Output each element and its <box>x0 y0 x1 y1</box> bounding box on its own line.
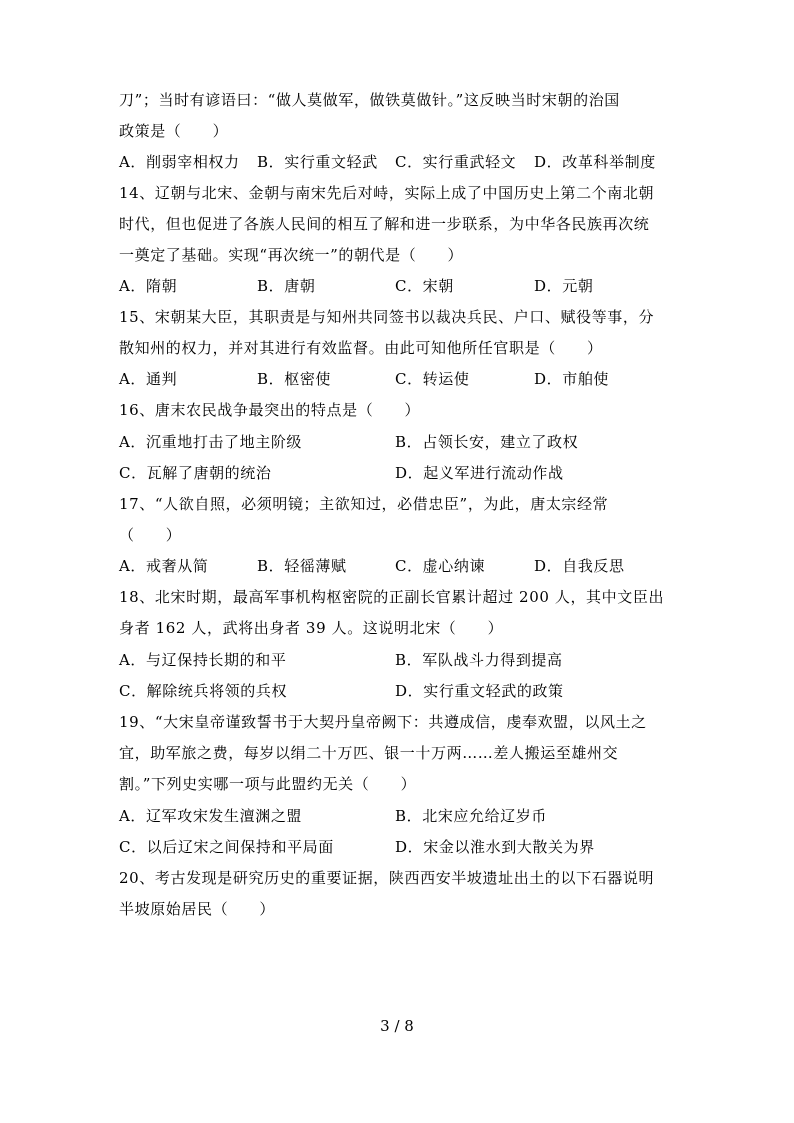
q14-option-c: C．宋朝 <box>395 277 454 295</box>
q14-option-a: A．隋朝 <box>119 277 178 295</box>
q17-option-a: A．戒奢从简 <box>119 557 209 575</box>
q17-line-2: （ ） <box>119 526 182 544</box>
q15-line-2: 散知州的权力，并对其进行有效监督。由此可知他所任官职是（ ） <box>119 339 603 357</box>
q20-line-1: 20、考古发现是研究历史的重要证据，陕西西安半坡遗址出土的以下石器说明 <box>119 869 655 887</box>
q17-options <box>119 555 679 577</box>
q14-line-1: 14、辽朝与北宋、金朝与南宋先后对峙，实际上成了中国历史上第二个南北朝 <box>119 184 655 202</box>
q18-option-c: C．解除统兵将领的兵权 <box>119 682 288 700</box>
q17-option-c: C．虚心纳谏 <box>395 557 486 575</box>
q13-option-b: B．实行重文轻武 <box>257 153 378 171</box>
q19-line-3: 割。”下列史实哪一项与此盟约无关（ ） <box>119 775 417 793</box>
q15-option-c: C．转运使 <box>395 370 470 388</box>
q19-option-d: D．宋金以淮水到大散关为界 <box>395 838 595 856</box>
q16-option-d: D．起义军进行流动作战 <box>395 464 564 482</box>
q19-options-row-2 <box>119 836 679 858</box>
q19-option-c: C．以后辽宋之间保持和平局面 <box>119 838 334 856</box>
q15-option-b: B．枢密使 <box>257 370 332 388</box>
q14-line-2: 时代，但也促进了各族人民间的相互了解和进一步联系，为中华各民族再次统 <box>119 215 650 233</box>
q18-option-a: A．与辽保持长期的和平 <box>119 651 287 669</box>
q19-option-a: A．辽军攻宋发生澶渊之盟 <box>119 807 303 825</box>
q16-options-row-1 <box>119 431 679 453</box>
q15-option-d: D．市舶使 <box>534 370 610 388</box>
q18-options-row-1 <box>119 649 679 671</box>
q18-line-1: 18、北宋时期，最高军事机构枢密院的正副长官累计超过 200 人，其中文臣出 <box>119 588 665 606</box>
q18-option-b: B．军队战斗力得到提高 <box>395 651 563 669</box>
q19-line-1: 19、“大宋皇帝谨致誓书于大契丹皇帝阙下：共遵成信，虔奉欢盟，以风土之 <box>119 713 647 731</box>
q18-line-2: 身者 162 人，武将出身者 39 人。这说明北宋（ ） <box>119 619 504 637</box>
q14-line-3: 一奠定了基础。实现“再次统一”的朝代是（ ） <box>119 246 464 264</box>
q13-option-d: D．改革科举制度 <box>534 153 656 171</box>
q13-line-1: 刀”；当时有谚语曰：“做人莫做军，做铁莫做针。”这反映当时宋朝的治国 <box>119 91 620 109</box>
q20-line-2: 半坡原始居民（ ） <box>119 900 276 918</box>
q14-option-d: D．元朝 <box>534 277 594 295</box>
q17-option-d: D．自我反思 <box>534 557 625 575</box>
q15-line-1: 15、宋朝某大臣，其职责是与知州共同签书以裁决兵民、户口、赋役等事，分 <box>119 308 655 326</box>
q15-option-a: A．通判 <box>119 370 178 388</box>
q19-line-2: 宜，助军旅之费，每岁以绢二十万匹、银一十万两……差人搬运至雄州交 <box>119 744 619 762</box>
q13-options <box>119 151 679 173</box>
q16-line-1: 16、唐末农民战争最突出的特点是（ ） <box>119 401 421 419</box>
q19-option-b: B．北宋应允给辽岁币 <box>395 807 548 825</box>
q13-option-c: C．实行重武轻文 <box>395 153 517 171</box>
q14-option-b: B．唐朝 <box>257 277 316 295</box>
q17-option-b: B．轻徭薄赋 <box>257 557 347 575</box>
q15-options <box>119 368 679 390</box>
q13-line-2: 政策是（ ） <box>119 122 229 140</box>
q19-options-row-1 <box>119 805 679 827</box>
q16-options-row-2 <box>119 462 679 484</box>
q16-option-c: C．瓦解了唐朝的统治 <box>119 464 272 482</box>
q18-options-row-2 <box>119 680 679 702</box>
q16-option-b: B．占领长安，建立了政权 <box>395 433 579 451</box>
q14-options <box>119 275 679 297</box>
q17-line-1: 17、“人欲自照，必须明镜；主欲知过，必借忠臣”，为此，唐太宗经常 <box>119 495 609 513</box>
q18-option-d: D．实行重文轻武的政策 <box>395 682 564 700</box>
q13-option-a: A．削弱宰相权力 <box>119 153 240 171</box>
q16-option-a: A．沉重地打击了地主阶级 <box>119 433 303 451</box>
page-number: 3 / 8 <box>380 1017 414 1035</box>
